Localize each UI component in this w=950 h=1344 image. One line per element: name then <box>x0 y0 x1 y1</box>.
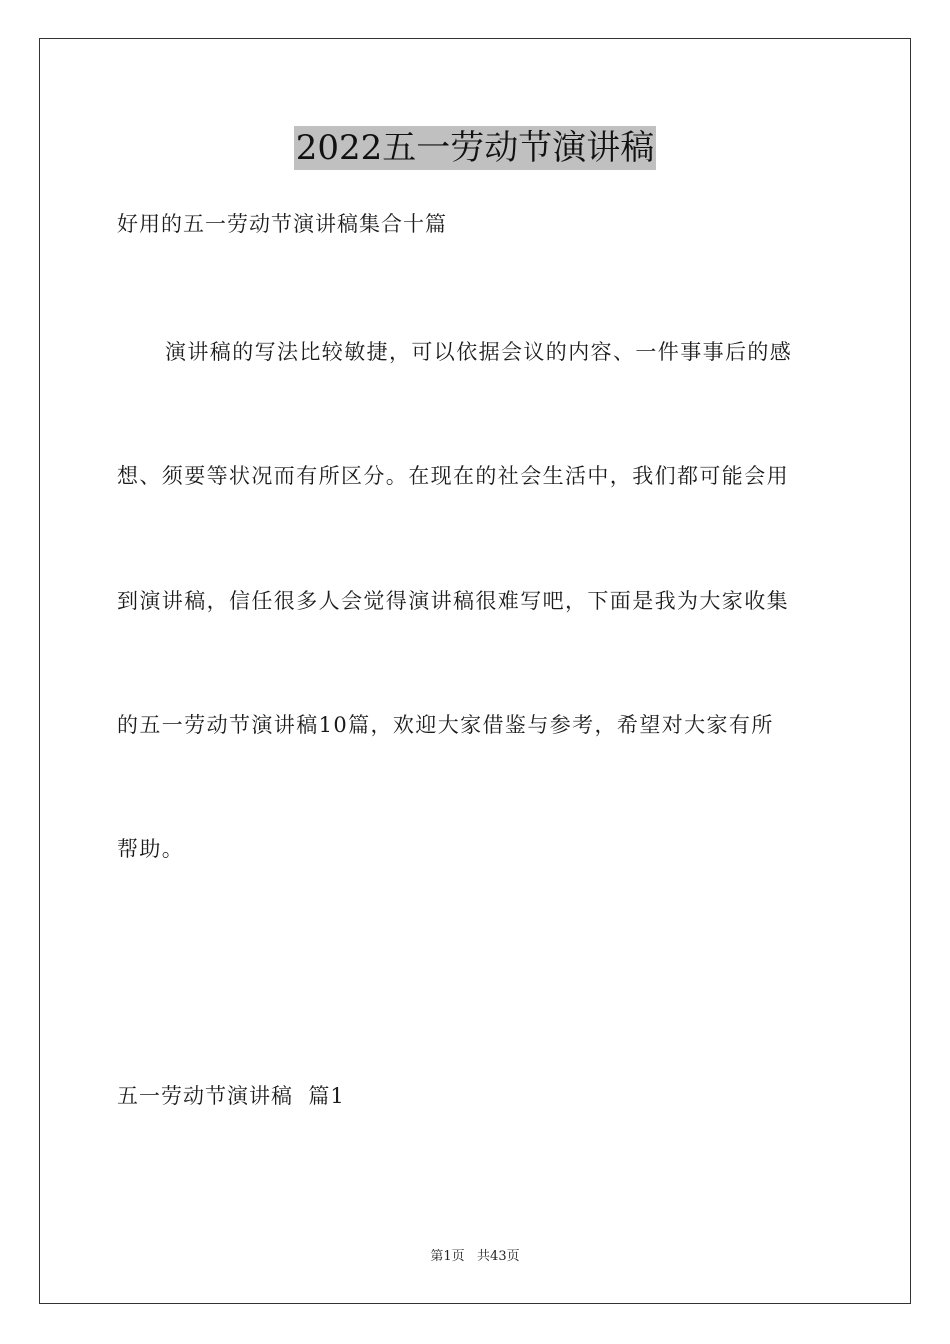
intro-line-1: 演讲稿的写法比较敏捷，可以依据会议的内容、一件事事后的感 <box>165 340 793 364</box>
document-subtitle: 好用的五一劳动节演讲稿集合十篇 <box>117 212 447 236</box>
document-title: 2022五一劳动节演讲稿 <box>295 128 655 168</box>
intro-line-3: 到演讲稿，信任很多人会觉得演讲稿很难写吧，下面是我为大家收集 <box>117 589 789 613</box>
section-heading: 五一劳动节演讲稿 篇1 <box>117 1084 345 1108</box>
intro-line-2: 想、须要等状况而有所区分。在现在的社会生活中，我们都可能会用 <box>117 464 789 488</box>
intro-line-5: 帮助。 <box>117 837 185 861</box>
page-footer: 第1页 共43页 <box>430 1249 520 1264</box>
intro-line-4: 的五一劳动节演讲稿10篇，欢迎大家借鉴与参考，希望对大家有所 <box>117 713 774 737</box>
title-container <box>0 126 950 170</box>
